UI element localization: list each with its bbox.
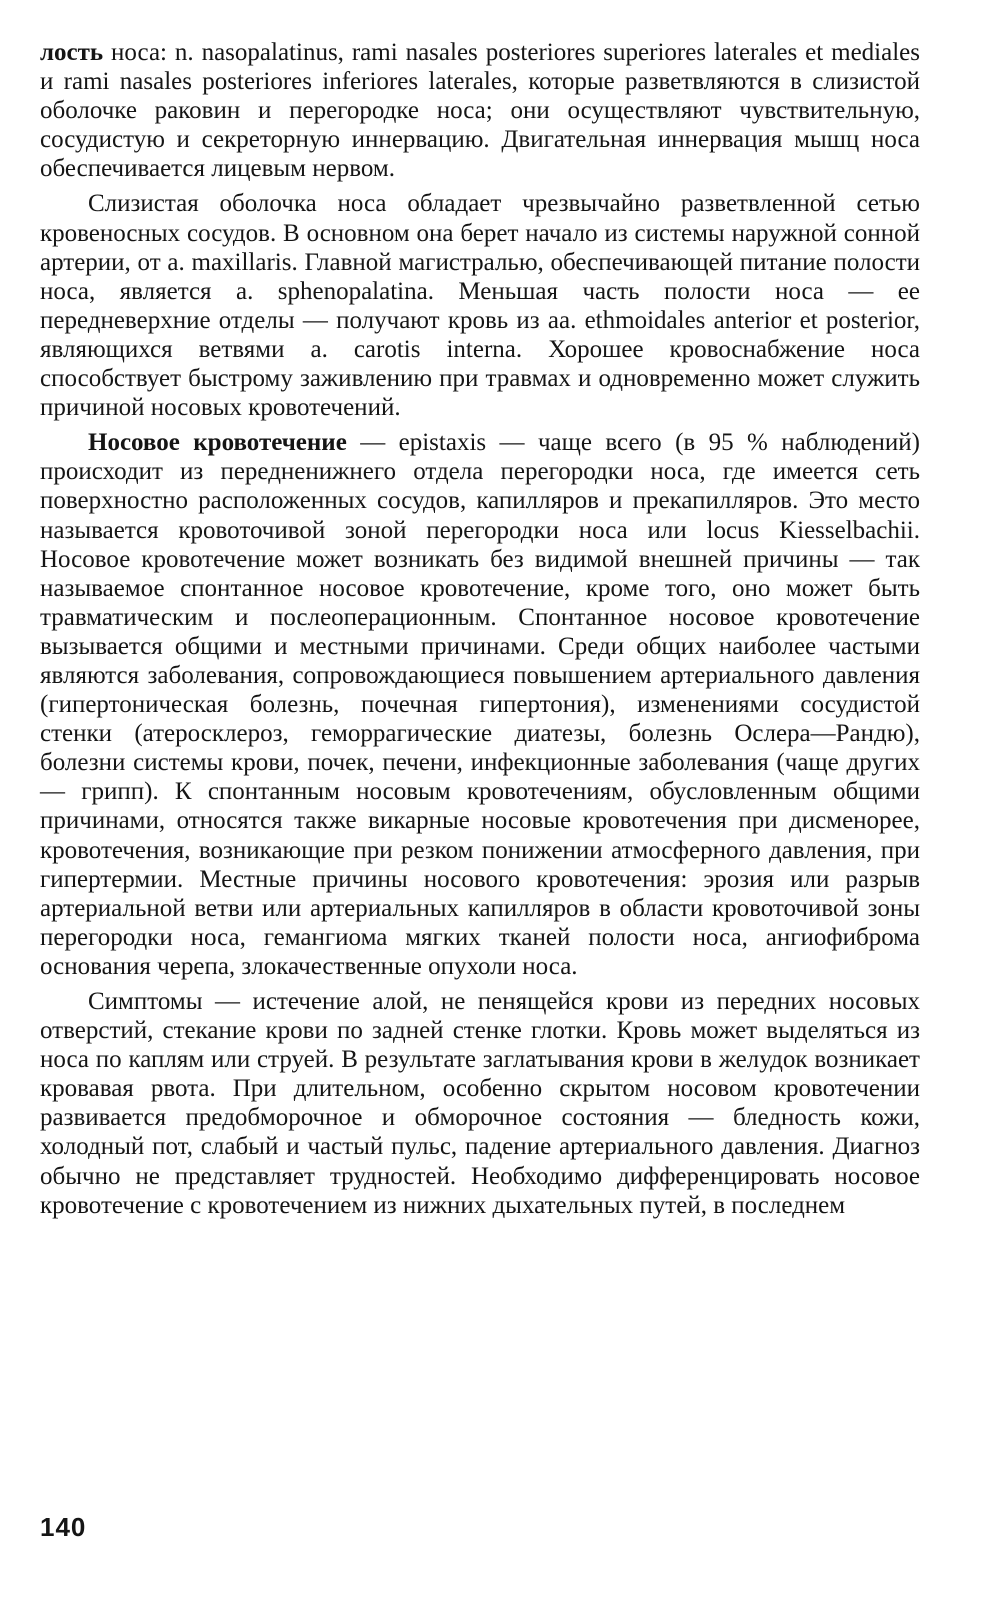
paragraph-innervation-text: носа: n. nasopalatinus, rami nasales posteriores superiores laterales et mediales и rami nasales posteriores inferiores laterales, которые разветвляются в слизистой оболочке раковин и перегородке носа; они осуществляют чувствительную, сосудистую и секреторную иннервацию. Двигательная иннервация мышц носа обеспечивается лицевым нервом. bbox=[40, 39, 920, 183]
paragraph-epistaxis bbox=[40, 428, 920, 981]
continued-word: лость bbox=[40, 39, 104, 66]
paragraph-epistaxis-text: — epistaxis — чаще всего (в 95 % наблюдений) происходит из передненижнего отдела перегородки носа, где имеется сеть поверхностно расположенных сосудов, капилляров и прекапилляров. Это место называется кровоточивой зоной перегородки носа или locus Kiesselbachii. Носовое кровотечение может возникать без видимой внешней причины — так называемое спонтанное носовое кровотечение, кроме того, оно может быть травматическим и послеоперационным. Спонтанное носовое кровотечение вызывается общими и местными причинами. Среди общих наиболее частыми являются заболевания, сопровождающиеся повышением артериального давления (гипертоническая болезнь, почечная гипертония), изменениями сосудистой стенки (атеросклероз, геморрагические диатезы, болезнь Ослера—Рандю), болезни системы крови, почек, печени, инфекционные заболевания (чаще других — грипп). К спонтанным носовым кровотечениям, обусловленным общими причинами, относятся также викарные носовые кровотечения при дисменорее, кровотечения, возникающие при резком понижении атмосферного давления, при гипертермии. Местные причины носового кровотечения: эрозия или разрыв артериальной ветви или артериальных капилляров в области кровоточивой зоны перегородки носа, гемангиома мягких тканей полости носа, ангиофиброма основания черепа, злокачественные опухоли носа. bbox=[40, 429, 921, 980]
page-body bbox=[40, 38, 920, 1226]
paragraph-blood-supply: Слизистая оболочка носа обладает чрезвычайно разветвленной сетью кровеносных сосудов. В основном она берет начало из системы наружной сонной артерии, от a. maxillaris. Главной магистралью, обеспечивающей питание полости носа, является a. sphenopalatina. Меньшая часть полости носа — ее передневерхние отделы — получают кровь из aa. ethmoidales anterior et posterior, являющихся ветвями a. carotis interna. Хорошее кровоснабжение носа способствует быстрому заживлению при травмах и одновременно может служить причиной носовых кровотечений. bbox=[40, 190, 920, 422]
page-number: 140 bbox=[40, 1512, 87, 1542]
paragraph-symptoms: Симптомы — истечение алой, не пенящейся крови из передних носовых отверстий, стекание крови по задней стенке глотки. Кровь может выделяться из носа по каплям или струей. В результате заглатывания крови в желудок возникает кровавая рвота. При длительном, особенно скрытом носовом кровотечении развивается предобморочное и обморочное состояния — бледность кожи, холодный пот, слабый и частый пульс, падение артериального давления. Диагноз обычно не представляет трудностей. Необходимо дифференцировать носовое кровотечение с кровотечением из нижних дыхательных путей, в последнем bbox=[40, 988, 920, 1219]
term-nosebleed: Носовое кровотечение bbox=[88, 429, 347, 457]
paragraph-innervation bbox=[40, 38, 920, 183]
